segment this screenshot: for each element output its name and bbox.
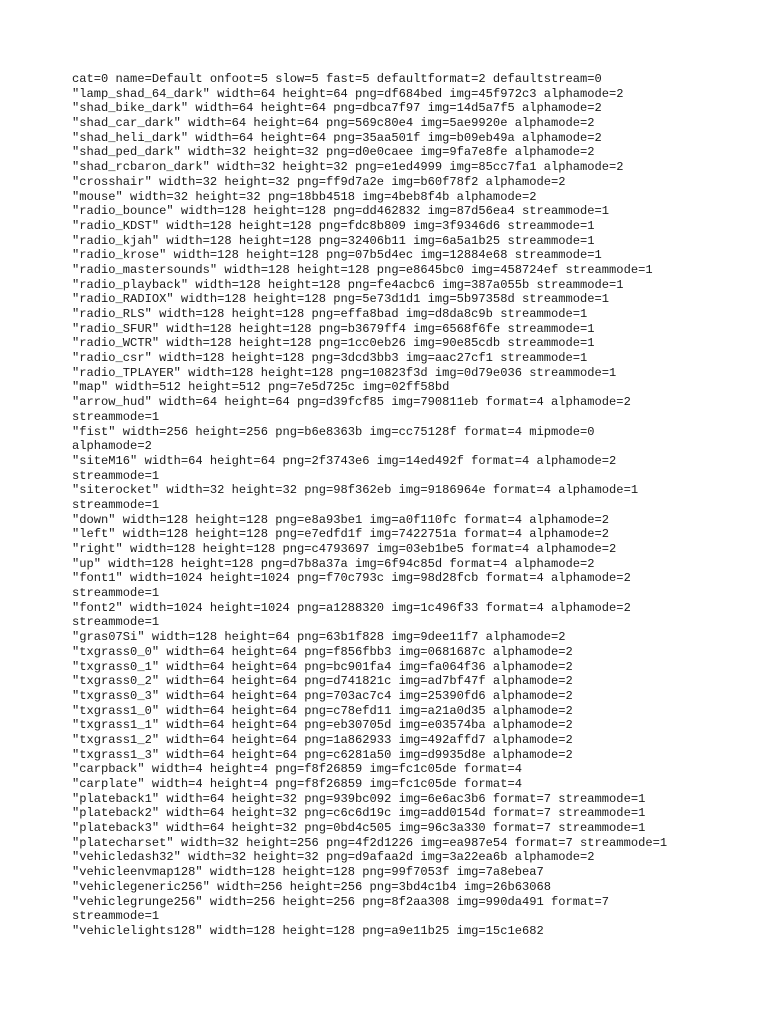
text-line: "txgrass0_2" width=64 height=64 png=d741821c img=ad7bf47f alphamode=2	[72, 674, 573, 689]
text-line: "down" width=128 height=128 png=e8a93be1 img=a0f110fc format=4 alphamode=2	[72, 512, 610, 527]
text-line: "arrow_hud" width=64 height=64 png=d39fcf85 img=790811eb format=4 alphamode=2	[72, 395, 631, 410]
text-line: "shad_heli_dark" width=64 height=64 png=35aa501f img=b09eb49a alphamode=2	[72, 130, 602, 145]
text-line: "radio_RADIOX" width=128 height=128 png=5e73d1d1 img=5b97358d streammode=1	[72, 292, 610, 307]
text-line: "shad_rcbaron_dark" width=32 height=32 png=e1ed4999 img=85cc7fa1 alphamode=2	[72, 160, 624, 175]
text-line: "fist" width=256 height=256 png=b6e8363b img=cc75128f format=4 mipmode=0	[72, 424, 595, 439]
text-line: "vehiclegrunge256" width=256 height=256 png=8f2aa308 img=990da491 format=7	[72, 894, 610, 909]
text-line: "txgrass1_2" width=64 height=64 png=1a862933 img=492affd7 alphamode=2	[72, 732, 573, 747]
text-line: "vehicledash32" width=32 height=32 png=d9afaa2d img=3a22ea6b alphamode=2	[72, 850, 595, 865]
text-line: "txgrass0_1" width=64 height=64 png=bc901fa4 img=fa064f36 alphamode=2	[72, 659, 573, 674]
text-line: "plateback3" width=64 height=32 png=0bd4c505 img=96c3a330 format=7 streammode=1	[72, 821, 646, 836]
text-line: "radio_SFUR" width=128 height=128 png=b3679ff4 img=6568f6fe streammode=1	[72, 321, 595, 336]
text-line: "gras07Si" width=128 height=64 png=63b1f828 img=9dee11f7 alphamode=2	[72, 630, 566, 645]
text-line: "radio_KDST" width=128 height=128 png=fdc8b809 img=3f9346d6 streammode=1	[72, 218, 595, 233]
text-line: "txgrass0_3" width=64 height=64 png=703ac7c4 img=25390fd6 alphamode=2	[72, 688, 573, 703]
text-line: "txgrass1_3" width=64 height=64 png=c6281a50 img=d9935d8e alphamode=2	[72, 747, 573, 762]
text-line: "font2" width=1024 height=1024 png=a1288320 img=1c496f33 format=4 alphamode=2	[72, 600, 631, 615]
text-line: "vehicleenvmap128" width=128 height=128 png=99f7053f img=7a8ebea7	[72, 865, 544, 880]
text-line: "right" width=128 height=128 png=c4793697 img=03eb1be5 format=4 alphamode=2	[72, 542, 617, 556]
text-line: "radio_TPLAYER" width=128 height=128 png=10823f3d img=0d79e036 streammode=1	[72, 365, 617, 380]
text-line: streammode=1	[72, 409, 160, 424]
text-line: "radio_bounce" width=128 height=128 png=dd462832 img=87d56ea4 streammode=1	[72, 204, 610, 219]
text-line: "lamp_shad_64_dark" width=64 height=64 png=df684bed img=45f972c3 alphamode=2	[72, 86, 624, 101]
text-line: "txgrass1_1" width=64 height=64 png=eb30705d img=e03574ba alphamode=2	[72, 718, 573, 733]
text-line: "siteM16" width=64 height=64 png=2f3743e6 img=14ed492f format=4 alphamode=2	[72, 453, 617, 468]
text-line: "radio_playback" width=128 height=128 png=fe4acbc6 img=387a055b streammode=1	[72, 277, 624, 292]
text-line: "shad_bike_dark" width=64 height=64 png=dbca7f97 img=14d5a7f5 alphamode=2	[72, 101, 602, 116]
text-line: "plateback1" width=64 height=32 png=939bc092 img=6e6ac3b6 format=7 streammode=1	[72, 791, 646, 806]
text-line: "siterocket" width=32 height=32 png=98f362eb img=9186964e format=4 alphamode=1	[72, 483, 639, 498]
text-line: "font1" width=1024 height=1024 png=f70c793c img=98d28fcb format=4 alphamode=2	[72, 571, 631, 586]
text-line: "up" width=128 height=128 png=d7b8a37a img=6f94c85d format=4 alphamode=2	[72, 556, 595, 571]
text-line: "plateback2" width=64 height=32 png=c6c6d19c img=add0154d format=7 streammode=1	[72, 806, 646, 821]
text-line: cat=0 name=Default onfoot=5 slow=5 fast=5 defaultformat=2 defaultstream=0	[72, 72, 602, 86]
text-line: "mouse" width=32 height=32 png=18bb4518 img=4beb8f4b alphamode=2	[72, 189, 537, 204]
text-line: "map" width=512 height=512 png=7e5d725c img=02ff58bd	[72, 380, 450, 395]
text-line: "shad_car_dark" width=64 height=64 png=569c80e4 img=5ae9920e alphamode=2	[72, 116, 595, 131]
text-line: "vehiclegeneric256" width=256 height=256 png=3bd4c1b4 img=26b63068	[72, 879, 551, 894]
text-line: "txgrass1_0" width=64 height=64 png=c78efd11 img=a21a0d35 alphamode=2	[72, 703, 573, 718]
text-line: streammode=1	[72, 909, 160, 924]
text-line: alphamode=2	[72, 439, 152, 454]
text-line: "txgrass0_0" width=64 height=64 png=f856fbb3 img=0681687c alphamode=2	[72, 644, 573, 659]
text-line: "carpback" width=4 height=4 png=f8f26859 img=fc1c05de format=4	[72, 762, 522, 777]
text-line: "crosshair" width=32 height=32 png=ff9d7a2e img=b60f78f2 alphamode=2	[72, 174, 566, 189]
text-line: streammode=1	[72, 497, 160, 512]
text-line: "radio_kjah" width=128 height=128 png=32406b11 img=6a5a1b25 streammode=1	[72, 233, 595, 248]
text-line: "radio_WCTR" width=128 height=128 png=1cc0eb26 img=90e85cdb streammode=1	[72, 336, 595, 351]
text-line: "radio_krose" width=128 height=128 png=07b5d4ec img=12884e68 streammode=1	[72, 248, 602, 263]
text-line: "carplate" width=4 height=4 png=f8f26859 img=fc1c05de format=4	[72, 777, 522, 791]
text-line: streammode=1	[72, 468, 160, 483]
text-line: "radio_csr" width=128 height=128 png=3dcd3bb3 img=aac27cf1 streammode=1	[72, 351, 588, 366]
text-line: "vehiclelights128" width=128 height=128 png=a9e11b25 img=15c1e682	[72, 923, 544, 938]
document-body	[72, 72, 752, 939]
text-line: streammode=1	[72, 586, 160, 601]
text-line: "platecharset" width=32 height=256 png=4f2d1226 img=ea987e54 format=7 streammode=1	[72, 835, 668, 850]
text-line: "left" width=128 height=128 png=e7edfd1f img=7422751a format=4 alphamode=2	[72, 527, 610, 542]
text-line: streammode=1	[72, 615, 160, 630]
text-line: "radio_RLS" width=128 height=128 png=effa8bad img=d8da8c9b streammode=1	[72, 307, 588, 321]
text-line: "radio_mastersounds" width=128 height=128 png=e8645bc0 img=458724ef streammode=1	[72, 262, 653, 277]
text-line: "shad_ped_dark" width=32 height=32 png=d0e0caee img=9fa7e8fe alphamode=2	[72, 145, 595, 160]
